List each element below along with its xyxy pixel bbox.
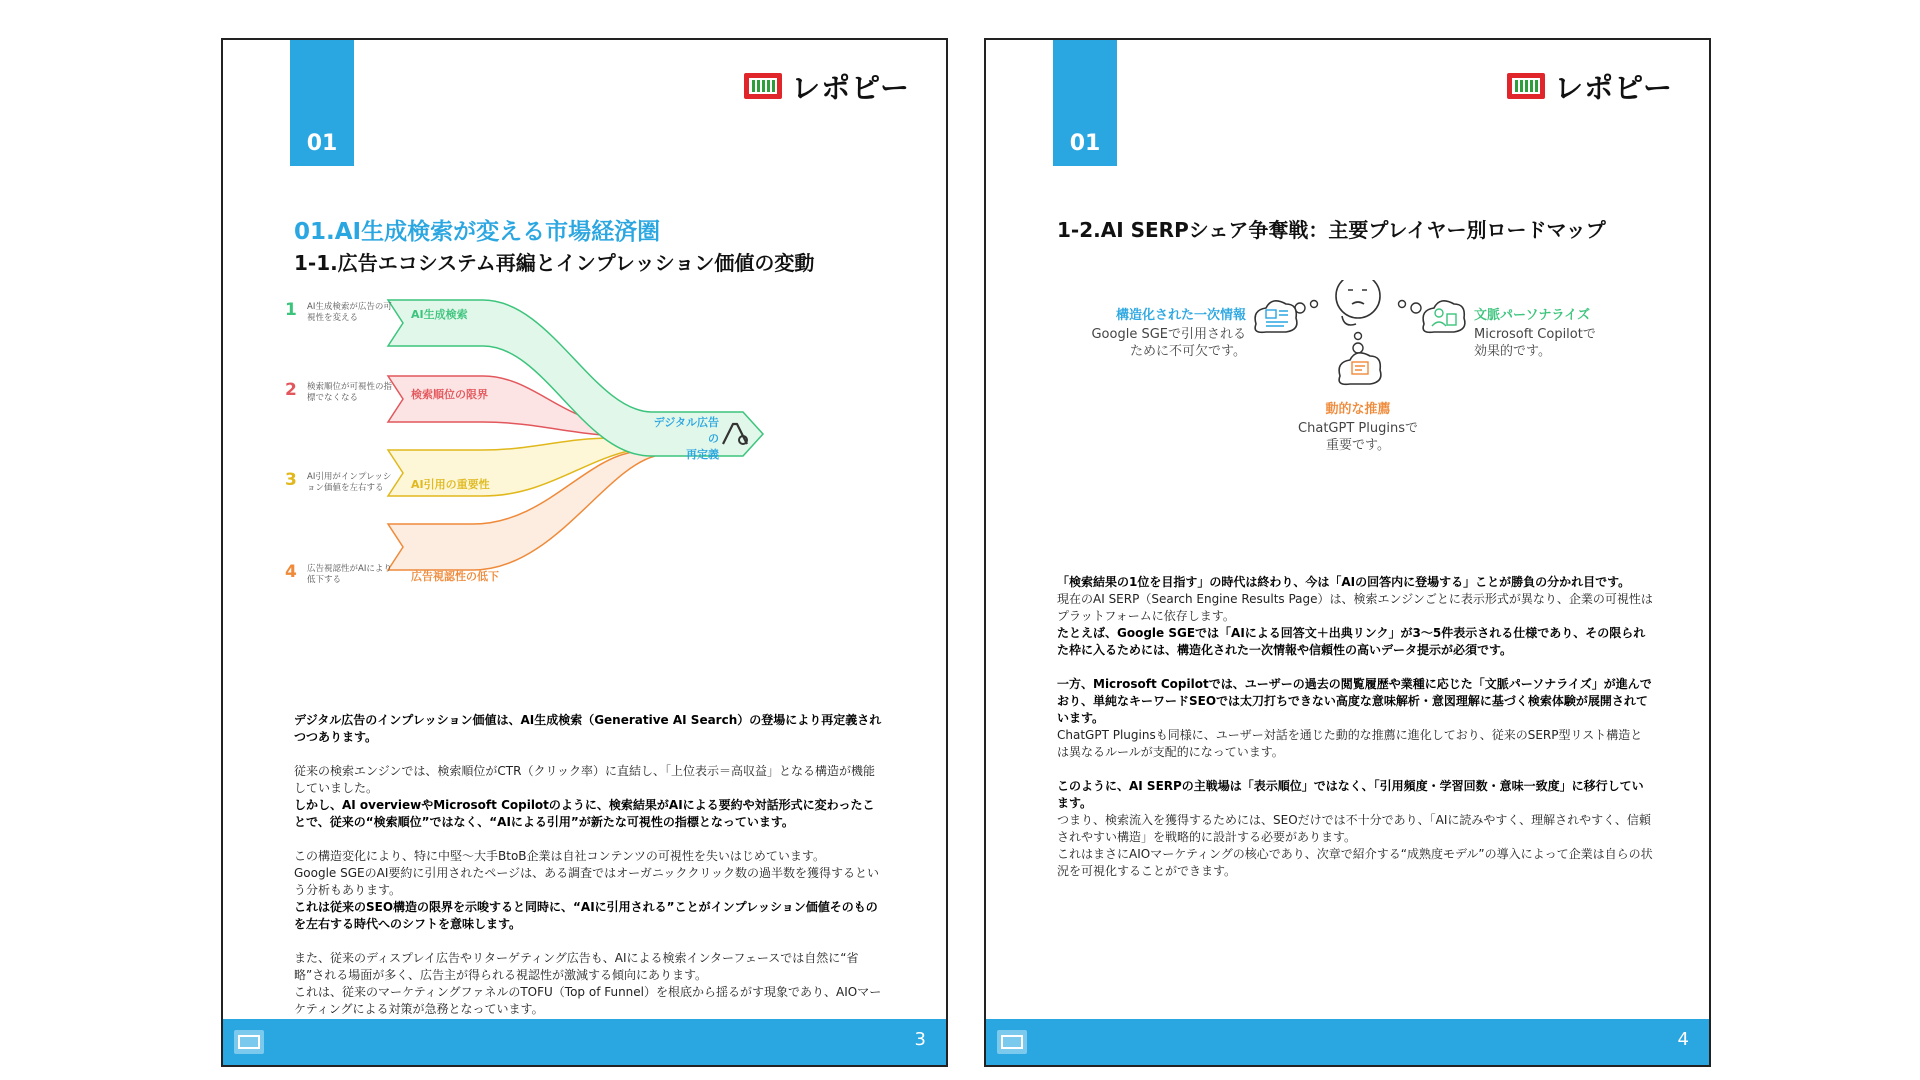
flow-num-3: 3	[285, 470, 297, 490]
sentence: また、従来のディスプレイ広告やリターゲティング広告も、AIによる検索インターフェースでは自然に“省略”される場面が多く、広告主が得られる視認性が激減する傾向にあります。	[294, 951, 859, 982]
page-footer	[986, 1019, 1709, 1065]
logo-icon	[1506, 70, 1546, 102]
bold-sentence: デジタル広告のインプレッション価値は、AI生成検索（Generative AI Search）の登場により再定義されつつあります。	[294, 713, 882, 744]
bold-sentence: 「検索結果の1位を目指す」の時代は終わり、今は「AIの回答内に登場する」ことが勝負の分かれ目です。	[1057, 575, 1631, 589]
flow-desc-2: 検索順位が可視性の指標でなくなる	[307, 382, 393, 403]
flow-desc-1: AI生成検索が広告の可視性を変える	[307, 302, 392, 323]
roadmap-right-desc	[1474, 326, 1596, 360]
page-subtitle: 1-1.広告エコシステム再編とインプレッション価値の変動	[294, 251, 815, 275]
flow-target-line-1: デジタル広告の	[653, 416, 719, 445]
chapter-tab	[1053, 38, 1117, 166]
flow-desc-3: AI引用がインプレッション価値を左右する	[307, 472, 392, 493]
flow-label-3: AI引用の重要性	[411, 478, 490, 491]
flow-target-line-2: 再定義	[686, 448, 719, 461]
flow-diagram	[283, 298, 903, 668]
roadmap-left-title: 構造化された一次情報	[1115, 308, 1246, 323]
sentence: これは、従来のマーケティングファネルのTOFU（Top of Funnel）を根底から揺るがす現象であり、AIOマーケティングによる対策が急務となっています。	[294, 985, 882, 1016]
flow-target-label	[649, 414, 719, 462]
sentence: つまり、検索流入を獲得するためには、SEOだけでは不十分であり、「AIに読みやすく、理解されやすく、信頼されやすい構造」を戦略的に設計する必要があります。	[1057, 813, 1651, 844]
chapter-number: 01	[1069, 131, 1101, 156]
paragraph	[294, 763, 884, 831]
roadmap-bottom-desc-2: 重要です。	[1326, 438, 1390, 453]
flow-num-4: 4	[285, 562, 297, 582]
paragraph	[294, 712, 884, 746]
bold-sentence: このように、AI SERPの主戦場は「表示順位」ではなく、「引用頻度・学習回数・意味一致度」に移行しています。	[1057, 779, 1644, 810]
sentence: 現在のAI SERP（Search Engine Results Page）は、検索エンジンごとに表示形式が異なり、企業の可視性はプラットフォームに依存します。	[1057, 592, 1653, 623]
flow-label-2: 検索順位の限界	[411, 388, 488, 401]
bold-sentence: 一方、Microsoft Copilotでは、ユーザーの過去の閲覧履歴や業種に応じた「文脈パーソナライズ」が進んでおり、単純なキーワードSEOでは太刀打ちできない高度な意味解析・意図理解に基づく検索体験が展開されています。	[1057, 677, 1652, 725]
flow-label-1: AI生成検索	[411, 308, 468, 321]
brand-logo	[743, 66, 910, 106]
bold-sentence: たとえば、Google SGEでは「AIによる回答文＋出典リンク」が3〜5件表示される仕様であり、その限られた枠に入るためには、構造化された一次情報や信頼性の高いデータ提示が必須です。	[1057, 626, 1646, 657]
sentence: これはまさにAIOマーケティングの核心であり、次章で紹介する“成熟度モデル”の導入によって企業は自らの状況を可視化することができます。	[1057, 847, 1653, 878]
document-page-4	[984, 38, 1711, 1067]
paragraph	[1057, 676, 1653, 761]
footer-icon	[233, 1029, 265, 1055]
page-number: 3	[914, 1029, 926, 1050]
page-title: 1-2.AI SERPシェア争奪戦：主要プレイヤー別ロードマップ	[1057, 218, 1606, 242]
roadmap-right-desc-2: 効果的です。	[1474, 344, 1551, 359]
paragraph	[1057, 574, 1653, 659]
flow-desc-4: 広告視認性がAIにより低下する	[307, 564, 392, 585]
page-number: 4	[1677, 1029, 1689, 1050]
roadmap-right-desc-1: Microsoft Copilotで	[1474, 327, 1596, 342]
sentence: ChatGPT Pluginsも同様に、ユーザー対話を通じた動的な推薦に進化しており、従来のSERP型リスト構造とは異なるルールが支配的になっています。	[1057, 728, 1643, 759]
roadmap-left-desc-2: ために不可欠です。	[1130, 344, 1246, 359]
flow-num-1: 1	[285, 300, 297, 320]
sentence: この構造変化により、特に中堅〜大手BtoB企業は自社コンテンツの可視性を失いはじめています。	[294, 849, 825, 863]
roadmap-bottom-desc	[1278, 420, 1438, 454]
roadmap-left-desc-1: Google SGEで引用される	[1091, 327, 1246, 342]
personalize-cloud-icon	[1423, 301, 1465, 333]
thinking-face-icon	[1336, 280, 1380, 325]
footer-icon	[996, 1029, 1028, 1055]
bold-sentence: しかし、AI overviewやMicrosoft Copilotのように、検索結果がAIによる要約や対話形式に変わったことで、従来の“検索順位”ではなく、“AIによる引用”が新たな可視性の指標となっています。	[294, 798, 875, 829]
paragraph	[294, 848, 884, 933]
bold-sentence: これは従来のSEO構造の限界を示唆すると同時に、“AIに引用される”ことがインプレッション価値そのものを左右する時代へのシフトを意味します。	[294, 900, 878, 931]
sentence: Google SGEのAI要約に引用されたページは、ある調査ではオーガニッククリック数の過半数を獲得するという分析もあります。	[294, 866, 879, 897]
chapter-tab	[290, 38, 354, 166]
document-cloud-icon	[1255, 301, 1297, 333]
logo-icon	[743, 70, 783, 102]
brand-logo	[1506, 66, 1673, 106]
roadmap-bottom-title: 動的な推薦	[1325, 402, 1391, 417]
flow-num-2: 2	[285, 380, 297, 400]
flow-label-4: 広告視認性の低下	[411, 570, 499, 583]
brand-name: レポピー	[1554, 70, 1673, 105]
page-title: 01.AI生成検索が変える市場経済圏	[294, 219, 661, 245]
sentence: 従来の検索エンジンでは、検索順位がCTR（クリック率）に直結し、「上位表示＝高収益」となる構造が機能していました。	[294, 764, 875, 795]
paragraph	[1057, 778, 1653, 880]
roadmap-bottom-desc-1: ChatGPT Pluginsで	[1298, 421, 1418, 436]
roadmap-left-desc	[1046, 326, 1246, 360]
body-text	[1057, 574, 1653, 897]
brand-name: レポピー	[791, 70, 910, 105]
chapter-number: 01	[306, 131, 338, 156]
roadmap-diagram	[1046, 280, 1666, 530]
body-text	[294, 712, 884, 1035]
page-footer	[223, 1019, 946, 1065]
document-page-3	[221, 38, 948, 1067]
paragraph	[294, 950, 884, 1018]
recommend-cloud-icon	[1339, 353, 1381, 385]
roadmap-right-title: 文脈パーソナライズ	[1474, 308, 1590, 323]
